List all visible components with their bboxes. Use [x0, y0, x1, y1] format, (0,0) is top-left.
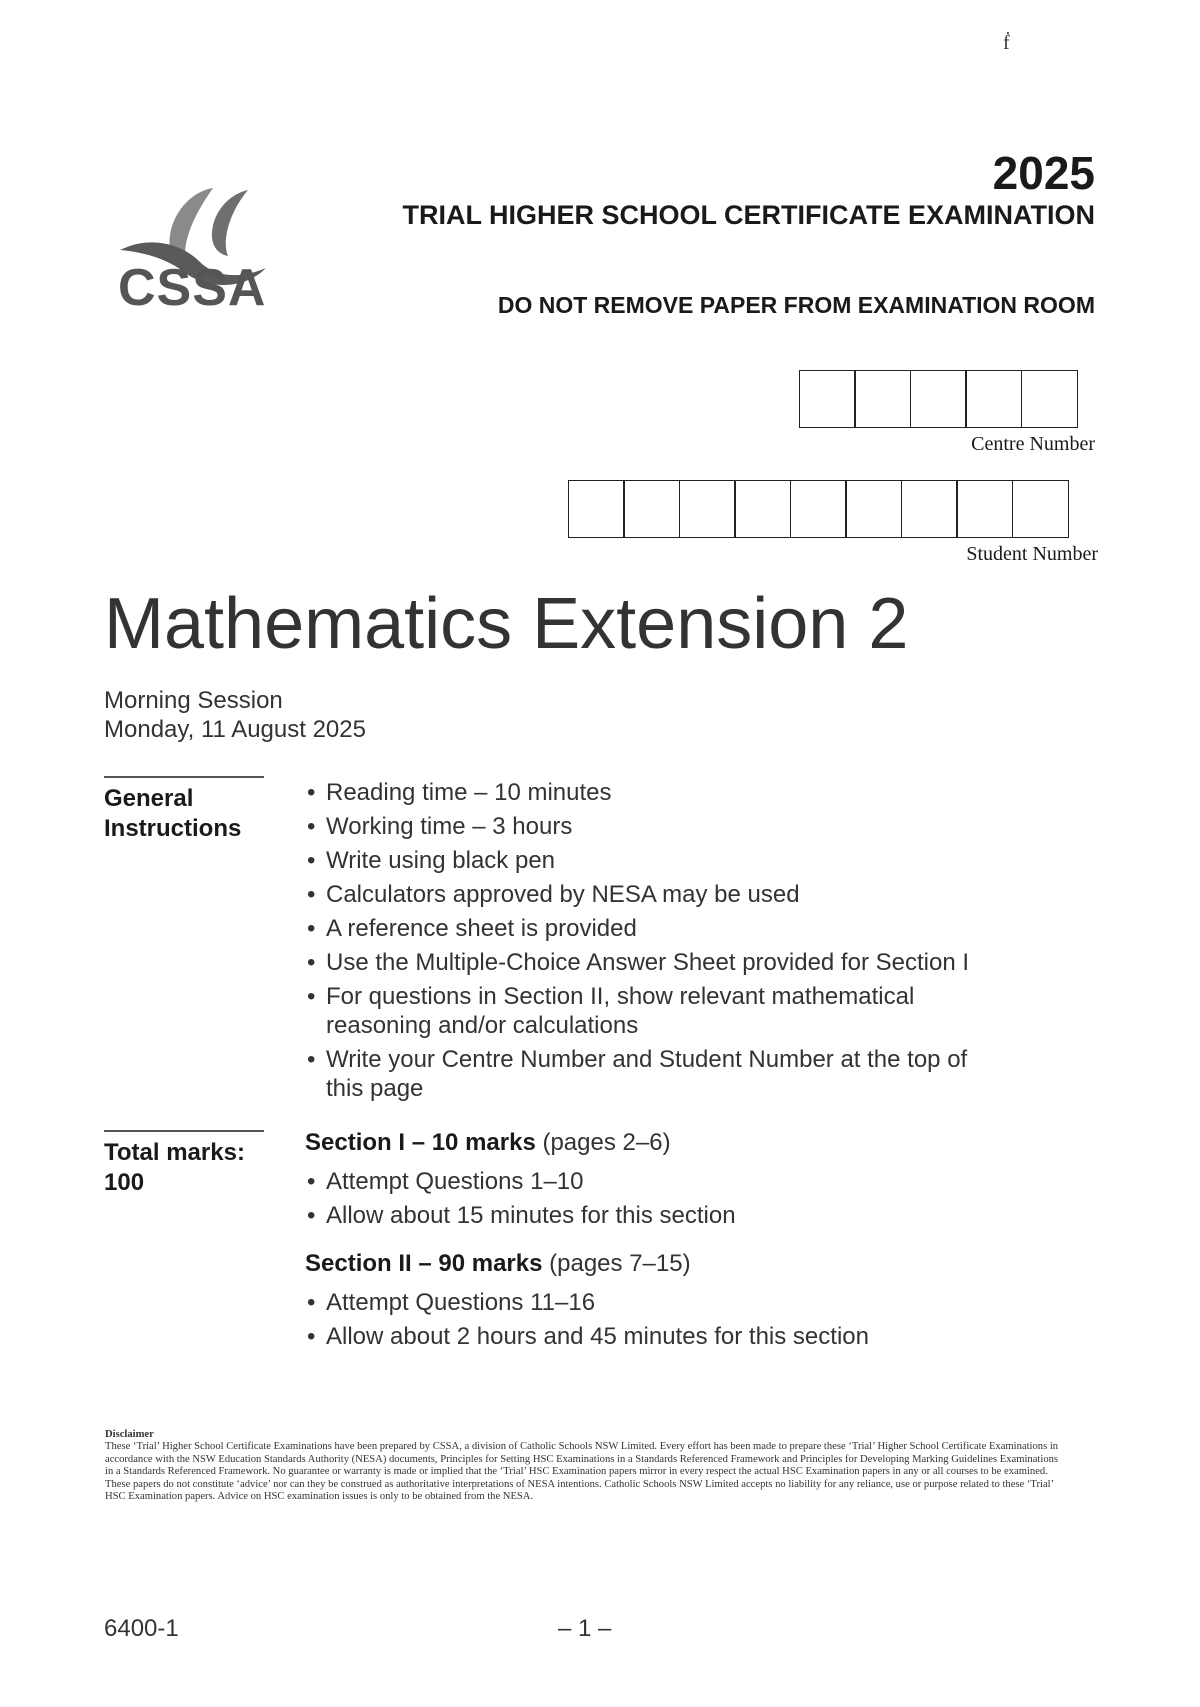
heading-line: Instructions	[104, 815, 242, 842]
list-item: • Write using black pen	[305, 846, 1025, 875]
total-marks-label: Total marks:	[104, 1139, 245, 1166]
student-number-digit-box[interactable]	[790, 480, 847, 538]
student-number-digit-box[interactable]	[679, 480, 736, 538]
stray-pen-mark: ḟ	[1003, 32, 1010, 54]
list-item: • Use the Multiple-Choice Answer Sheet provided for Section I	[305, 948, 1025, 977]
session-name: Morning Session	[104, 687, 283, 714]
centre-number-digit-box[interactable]	[910, 370, 967, 428]
section-pages: (pages 7–15)	[549, 1250, 691, 1277]
disclaimer-heading: Disclaimer	[105, 1429, 154, 1440]
general-instructions-heading	[104, 784, 241, 844]
session-date: Monday, 11 August 2025	[104, 716, 366, 743]
centre-number-label: Centre Number	[971, 433, 1095, 455]
page-number: – 1 –	[558, 1615, 612, 1642]
list-item: • For questions in Section II, show relevant mathematical reasoning and/or calculations	[305, 982, 926, 1040]
session-info	[104, 686, 366, 744]
paper-code: 6400-1	[104, 1615, 179, 1642]
list-item: • Attempt Questions 11–16	[305, 1288, 1025, 1317]
section-2-list	[305, 1288, 1025, 1356]
student-number-digit-box[interactable]	[568, 480, 625, 538]
centre-number-digit-box[interactable]	[799, 370, 856, 428]
centre-number-digit-box[interactable]	[965, 370, 1022, 428]
exam-year: 2025	[992, 147, 1095, 199]
list-item: • Reading time – 10 minutes	[305, 778, 1025, 807]
section-title: Section I – 10 marks	[305, 1129, 536, 1156]
exam-room-notice: DO NOT REMOVE PAPER FROM EXAMINATION ROOM	[497, 292, 1095, 318]
disclaimer-text: These ‘Trial’ Higher School Certificate Examinations have been prepared by CSSA, a division of Catholic Schools NSW Limited. Every effort has been made to prepare these ‘Trial’ Higher School Certificate Examinations in accordance with the NSW Education Standards Authority (NESA) documents, Principles for Setting HSC Examinations in a Standards Referenced Framework and Principles for Developing Marking Guidelines Examinations in a Standards Referenced Framework. No guarantee or warranty is made or implied that the ‘Trial’ HSC Examination papers mirror in every respect the actual HSC Examination papers in any or all courses to be examined. These papers do not constitute ‘advice’ nor can they be construed as authoritative interpretations of NESA intentions. Catholic Schools NSW Limited accepts no liability for any reliance, use or purpose related to these ‘Trial’ HSC Examination papers. Advice on HSC examination issues is only to be obtained from the NESA.	[105, 1441, 1059, 1503]
section-pages: (pages 2–6)	[542, 1129, 671, 1156]
student-number-digit-box[interactable]	[845, 480, 902, 538]
centre-number-digit-box[interactable]	[1021, 370, 1078, 428]
total-marks-value: 100	[104, 1169, 145, 1196]
section-1-list	[305, 1167, 1025, 1235]
divider	[104, 776, 264, 778]
disclaimer	[105, 1429, 1065, 1503]
cssa-logo-text: CSSA	[118, 259, 267, 317]
section-2-heading	[305, 1250, 691, 1278]
list-item: • A reference sheet is provided	[305, 914, 1025, 943]
general-instructions-list	[305, 778, 1025, 1108]
student-number-label: Student Number	[966, 543, 1098, 565]
total-marks-heading	[104, 1138, 245, 1198]
exam-title: TRIAL HIGHER SCHOOL CERTIFICATE EXAMINATION	[402, 200, 1095, 230]
centre-number-digit-box[interactable]	[854, 370, 911, 428]
student-number-digit-box[interactable]	[734, 480, 791, 538]
list-item: • Calculators approved by NESA may be used	[305, 880, 1025, 909]
heading-line: General	[104, 785, 194, 812]
list-item: • Working time – 3 hours	[305, 812, 1025, 841]
student-number-digit-box[interactable]	[623, 480, 680, 538]
student-number-digit-box[interactable]	[901, 480, 958, 538]
subject-title: Mathematics Extension 2	[104, 584, 909, 664]
divider	[104, 1130, 264, 1132]
student-number-digit-box[interactable]	[956, 480, 1013, 538]
centre-number-boxes[interactable]	[800, 370, 1078, 428]
list-item: • Allow about 2 hours and 45 minutes for this section	[305, 1322, 1025, 1351]
section-title: Section II – 90 marks	[305, 1250, 543, 1277]
student-number-digit-box[interactable]	[1012, 480, 1069, 538]
list-item: • Write your Centre Number and Student Number at the top of this page	[305, 1045, 1006, 1103]
student-number-boxes[interactable]	[569, 480, 1069, 538]
list-item: • Allow about 15 minutes for this section	[305, 1201, 1025, 1230]
section-1-heading	[305, 1129, 671, 1157]
list-item: • Attempt Questions 1–10	[305, 1167, 1025, 1196]
